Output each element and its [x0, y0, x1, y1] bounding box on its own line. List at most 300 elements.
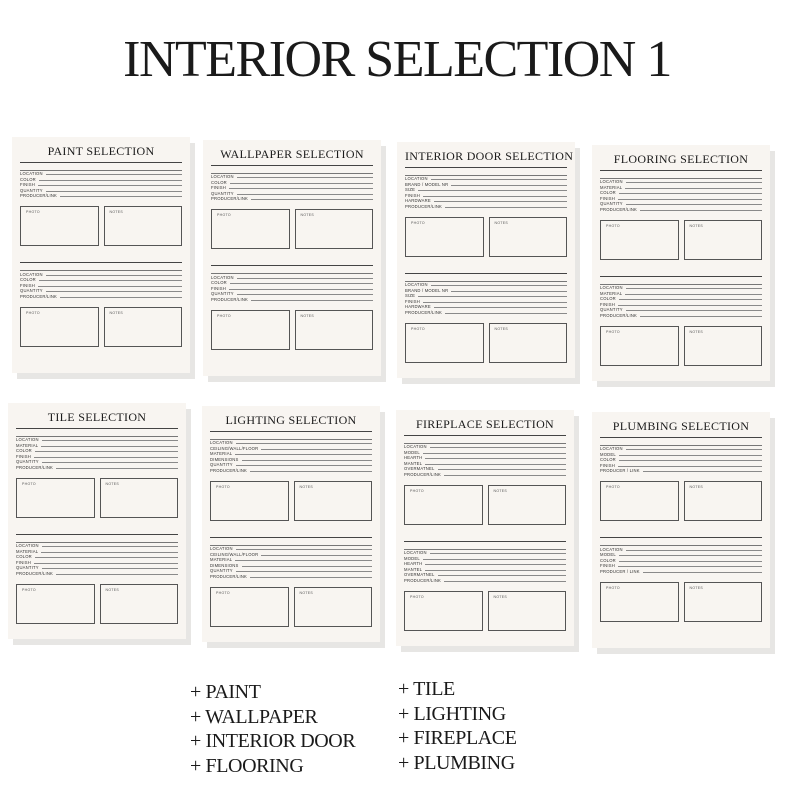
box-label: NOTES	[689, 329, 704, 334]
field-line	[34, 457, 178, 458]
form-field	[405, 299, 567, 304]
sheet-section	[405, 273, 567, 363]
form-field	[404, 567, 566, 572]
field-line	[618, 199, 762, 200]
field-label: COLOR	[600, 296, 616, 302]
divider	[600, 276, 762, 277]
field-line	[430, 553, 566, 554]
field-line	[418, 190, 567, 191]
form-field	[20, 177, 182, 182]
photo-box	[600, 220, 679, 260]
form-field	[210, 451, 372, 456]
field-line	[425, 570, 566, 571]
form-field	[211, 196, 373, 201]
box-label: PHOTO	[606, 329, 620, 334]
form-field	[600, 185, 762, 190]
field-line	[230, 283, 373, 284]
form-field	[600, 291, 762, 296]
field-line	[423, 453, 566, 454]
field-label: OVERMATNEL	[404, 572, 435, 578]
box-label: PHOTO	[410, 488, 424, 493]
field-label: COLOR	[20, 277, 36, 283]
field-line	[618, 566, 762, 567]
form-field	[211, 291, 373, 296]
form-field	[211, 191, 373, 196]
form-field	[600, 201, 762, 206]
form-field	[405, 193, 567, 198]
box-label: PHOTO	[217, 213, 231, 218]
form-field	[600, 207, 762, 212]
box-label: NOTES	[109, 210, 124, 215]
field-label: PRODUCER/LINK	[210, 573, 248, 579]
media-boxes	[210, 587, 372, 627]
field-label: FINISH	[20, 182, 35, 188]
field-label: LOCATION	[210, 546, 233, 552]
field-label: OVERMATNEL	[404, 466, 435, 472]
form-field	[404, 578, 566, 583]
field-label: COLOR	[16, 448, 32, 454]
field-line	[56, 574, 178, 575]
list-item: + WALLPAPER	[190, 705, 318, 728]
divider	[16, 534, 178, 535]
field-line	[643, 572, 762, 573]
photo-box	[600, 481, 679, 521]
box-label: NOTES	[109, 310, 124, 315]
field-line	[237, 278, 373, 279]
divider	[20, 162, 182, 163]
form-field	[210, 563, 372, 568]
notes-box	[684, 220, 763, 260]
field-line	[46, 291, 182, 292]
form-field	[16, 437, 178, 442]
box-label: PHOTO	[411, 220, 425, 225]
form-field	[405, 204, 567, 209]
form-field	[210, 446, 372, 451]
notes-box	[684, 481, 763, 521]
field-line	[445, 207, 567, 208]
field-line	[418, 296, 567, 297]
media-boxes	[600, 481, 762, 521]
form-field	[600, 313, 762, 318]
notes-box	[294, 587, 373, 627]
field-line	[626, 182, 762, 183]
field-line	[626, 204, 762, 205]
notes-box	[488, 591, 567, 631]
field-label: LOCATION	[16, 437, 39, 443]
selection-sheet	[202, 406, 380, 642]
photo-box	[16, 584, 95, 624]
field-line	[60, 297, 182, 298]
field-label: HEARTH	[404, 561, 423, 567]
field-label: HEARTH	[404, 455, 423, 461]
field-label: MODEL	[404, 449, 420, 455]
field-line	[236, 443, 372, 444]
notes-box	[489, 217, 568, 257]
field-label: MATERIAL	[600, 290, 623, 296]
field-line	[236, 465, 372, 466]
media-boxes	[405, 323, 567, 363]
field-line	[39, 280, 182, 281]
box-label: NOTES	[105, 587, 120, 592]
field-label: MODEL	[600, 552, 616, 558]
form-field	[16, 543, 178, 548]
field-line	[41, 446, 178, 447]
field-label: LOCATION	[210, 440, 233, 446]
field-line	[625, 188, 762, 189]
form-field	[405, 198, 567, 203]
field-label: CEILING/WALL/FLOOR	[210, 551, 259, 557]
field-line	[438, 469, 566, 470]
field-line	[229, 188, 373, 189]
form-field	[211, 174, 373, 179]
box-label: PHOTO	[410, 594, 424, 599]
field-line	[430, 447, 566, 448]
category-list-right	[398, 677, 517, 775]
form-field	[16, 571, 178, 576]
field-label: FINISH	[16, 453, 31, 459]
field-line	[423, 196, 567, 197]
notes-box	[684, 582, 763, 622]
form-field	[16, 465, 178, 470]
field-label: FINISH	[211, 285, 226, 291]
field-label: FINISH	[600, 301, 615, 307]
form-field	[16, 549, 178, 554]
form-field	[600, 558, 762, 563]
form-field	[405, 282, 567, 287]
sheet-title: PLUMBING SELECTION	[612, 419, 750, 433]
field-line	[250, 577, 372, 578]
divider	[210, 537, 372, 538]
field-label: PRODUCER/LINK	[405, 203, 443, 209]
field-line	[242, 460, 372, 461]
form-field	[210, 552, 372, 557]
photo-box	[16, 478, 95, 518]
notes-box	[100, 478, 179, 518]
field-line	[431, 179, 567, 180]
divider	[211, 165, 373, 166]
field-line	[425, 464, 566, 465]
main-title: INTERIOR SELECTION 1	[123, 31, 671, 88]
list-item: + PLUMBING	[398, 751, 515, 774]
field-line	[425, 564, 566, 565]
form-field	[405, 288, 567, 293]
field-line	[229, 289, 373, 290]
divider	[404, 435, 566, 436]
media-boxes	[600, 326, 762, 366]
sheet-section	[210, 431, 372, 521]
form-field	[404, 561, 566, 566]
form-field	[210, 468, 372, 473]
field-label: SIZE	[405, 293, 416, 299]
sheet-title: PAINT SELECTION	[47, 144, 155, 158]
form-field	[20, 272, 182, 277]
form-field	[405, 293, 567, 298]
sheet-section	[20, 262, 182, 346]
sheet-section	[210, 537, 372, 627]
field-label: COLOR	[20, 176, 36, 182]
field-label: LOCATION	[404, 444, 427, 450]
photo-box	[20, 307, 99, 347]
form-field	[405, 176, 567, 181]
photo-box	[405, 323, 484, 363]
notes-box	[488, 485, 567, 525]
media-boxes	[404, 591, 566, 631]
field-label: FINISH	[600, 195, 615, 201]
field-label: BRAND / MODEL NR	[405, 181, 449, 187]
box-label: NOTES	[493, 594, 508, 599]
field-label: PRODUCER/LINK	[600, 206, 638, 212]
media-boxes	[20, 307, 182, 347]
media-boxes	[210, 481, 372, 521]
field-label: LOCATION	[405, 282, 428, 288]
field-label: COLOR	[211, 280, 227, 286]
field-line	[619, 460, 762, 461]
sheet-section	[404, 541, 566, 631]
form-field	[600, 190, 762, 195]
box-label: NOTES	[299, 590, 314, 595]
field-label: PRODUCER/LINK	[404, 577, 442, 583]
selection-sheet	[203, 140, 381, 376]
field-line	[46, 191, 182, 192]
field-line	[46, 275, 182, 276]
form-field	[16, 443, 178, 448]
field-line	[619, 455, 762, 456]
form-field	[211, 275, 373, 280]
form-field	[600, 307, 762, 312]
divider	[16, 428, 178, 429]
form-field	[600, 296, 762, 301]
field-label: LOCATION	[600, 179, 623, 185]
photo-box	[405, 217, 484, 257]
field-line	[56, 468, 178, 469]
field-line	[42, 568, 178, 569]
field-label: LOCATION	[600, 446, 623, 452]
field-line	[261, 555, 372, 556]
divider	[211, 265, 373, 266]
media-boxes	[405, 217, 567, 257]
field-label: LOCATION	[20, 171, 43, 177]
form-field	[211, 297, 373, 302]
box-label: NOTES	[689, 223, 704, 228]
divider	[20, 262, 182, 263]
field-label: COLOR	[600, 557, 616, 563]
field-line	[38, 185, 182, 186]
divider	[405, 273, 567, 274]
notes-box	[104, 206, 183, 246]
field-line	[235, 560, 372, 561]
field-line	[619, 561, 762, 562]
field-label: LOCATION	[600, 285, 623, 291]
sheet-section	[600, 437, 762, 521]
field-label: LOCATION	[16, 543, 39, 549]
field-line	[42, 462, 178, 463]
field-label: LOCATION	[211, 174, 234, 180]
field-line	[251, 300, 373, 301]
photo-box	[211, 209, 290, 249]
form-field	[404, 556, 566, 561]
field-label: PRODUCER/LINK	[20, 193, 58, 199]
field-line	[640, 210, 762, 211]
form-field	[20, 288, 182, 293]
form-field	[20, 277, 182, 282]
sheet-section	[600, 537, 762, 621]
form-field	[20, 294, 182, 299]
sheet-section	[211, 265, 373, 349]
form-field	[600, 285, 762, 290]
field-line	[39, 180, 182, 181]
sheet-title: INTERIOR DOOR SELECTION	[405, 149, 574, 163]
field-line	[438, 575, 566, 576]
form-field	[404, 550, 566, 555]
divider	[404, 541, 566, 542]
notes-box	[295, 209, 374, 249]
field-label: LOCATION	[20, 271, 43, 277]
form-field	[600, 552, 762, 557]
field-line	[434, 201, 567, 202]
field-line	[423, 559, 566, 560]
field-label: QUANTITY	[16, 565, 39, 571]
field-label: DIMENSIONS	[210, 562, 239, 568]
form-field	[404, 450, 566, 455]
field-line	[626, 550, 762, 551]
list-item: + TILE	[398, 678, 455, 700]
field-label: QUANTITY	[210, 462, 233, 468]
form-field	[404, 466, 566, 471]
form-field	[600, 452, 762, 457]
form-field	[600, 446, 762, 451]
notes-box	[295, 310, 374, 350]
field-line	[423, 302, 567, 303]
box-label: NOTES	[493, 488, 508, 493]
photo-box	[600, 582, 679, 622]
form-field	[404, 461, 566, 466]
field-label: PRODUCER/LINK	[20, 293, 58, 299]
form-field	[600, 468, 762, 473]
form-field	[210, 574, 372, 579]
sheet-section	[405, 167, 567, 257]
form-field	[404, 444, 566, 449]
box-label: PHOTO	[216, 590, 230, 595]
field-label: QUANTITY	[20, 288, 43, 294]
divider	[405, 167, 567, 168]
photo-box	[210, 587, 289, 627]
form-field	[211, 286, 373, 291]
field-label: PRODUCER/LINK	[210, 467, 248, 473]
sheet-title: TILE SELECTION	[47, 410, 147, 424]
photo-box	[20, 206, 99, 246]
form-field	[405, 310, 567, 315]
box-label: NOTES	[689, 485, 704, 490]
field-label: LOCATION	[211, 274, 234, 280]
field-line	[434, 307, 567, 308]
form-field	[405, 187, 567, 192]
divider	[600, 437, 762, 438]
field-label: MANTEL	[404, 460, 423, 466]
box-label: PHOTO	[216, 484, 230, 489]
divider	[600, 537, 762, 538]
field-line	[41, 552, 178, 553]
sheet-section	[600, 170, 762, 260]
field-label: COLOR	[16, 554, 32, 560]
field-label: COLOR	[211, 179, 227, 185]
photo-box	[404, 485, 483, 525]
field-label: PRODUCER/LINK	[600, 312, 638, 318]
selection-sheet	[8, 403, 186, 639]
sheet-title: FIREPLACE SELECTION	[415, 417, 555, 431]
field-label: MATERIAL	[600, 184, 623, 190]
box-label: NOTES	[299, 484, 314, 489]
selection-sheet	[12, 137, 190, 373]
form-field	[16, 454, 178, 459]
notes-box	[104, 307, 183, 347]
form-field	[600, 563, 762, 568]
field-line	[237, 194, 373, 195]
field-line	[250, 471, 372, 472]
form-field	[404, 455, 566, 460]
field-label: QUANTITY	[211, 190, 234, 196]
field-label: QUANTITY	[600, 307, 623, 313]
sheet-section	[211, 165, 373, 249]
field-line	[425, 458, 566, 459]
field-line	[236, 571, 372, 572]
media-boxes	[16, 478, 178, 518]
field-label: BRAND / MODEL NR	[405, 287, 449, 293]
field-line	[35, 451, 178, 452]
field-label: MATERIAL	[16, 548, 39, 554]
field-line	[230, 183, 373, 184]
field-label: QUANTITY	[211, 291, 234, 297]
form-field	[404, 472, 566, 477]
form-field	[600, 196, 762, 201]
form-field	[600, 179, 762, 184]
notes-box	[684, 326, 763, 366]
field-line	[444, 581, 566, 582]
form-field	[405, 182, 567, 187]
sheet-title: FLOORING SELECTION	[613, 152, 749, 166]
field-line	[451, 185, 567, 186]
field-line	[626, 449, 762, 450]
field-label: QUANTITY	[210, 568, 233, 574]
field-label: MODEL	[404, 555, 420, 561]
notes-box	[489, 323, 568, 363]
field-line	[242, 566, 372, 567]
field-label: MANTEL	[404, 566, 423, 572]
form-field	[211, 180, 373, 185]
field-line	[251, 199, 373, 200]
field-label: PRODUCER/LINK	[404, 471, 442, 477]
field-line	[46, 174, 182, 175]
field-line	[444, 475, 566, 476]
field-label: FINISH	[211, 185, 226, 191]
list-item: + LIGHTING	[398, 702, 506, 725]
photo-box	[210, 481, 289, 521]
selection-sheet	[396, 410, 574, 646]
form-field	[600, 457, 762, 462]
field-line	[619, 193, 762, 194]
field-label: FINISH	[600, 563, 615, 569]
list-item: + FIREPLACE	[398, 727, 517, 749]
selection-sheet	[592, 412, 770, 648]
field-line	[640, 316, 762, 317]
field-label: CEILING/WALL/FLOOR	[210, 445, 259, 451]
divider	[600, 170, 762, 171]
form-field	[16, 459, 178, 464]
media-boxes	[211, 310, 373, 350]
form-field	[20, 283, 182, 288]
photo-box	[211, 310, 290, 350]
form-field	[600, 547, 762, 552]
form-field	[211, 185, 373, 190]
